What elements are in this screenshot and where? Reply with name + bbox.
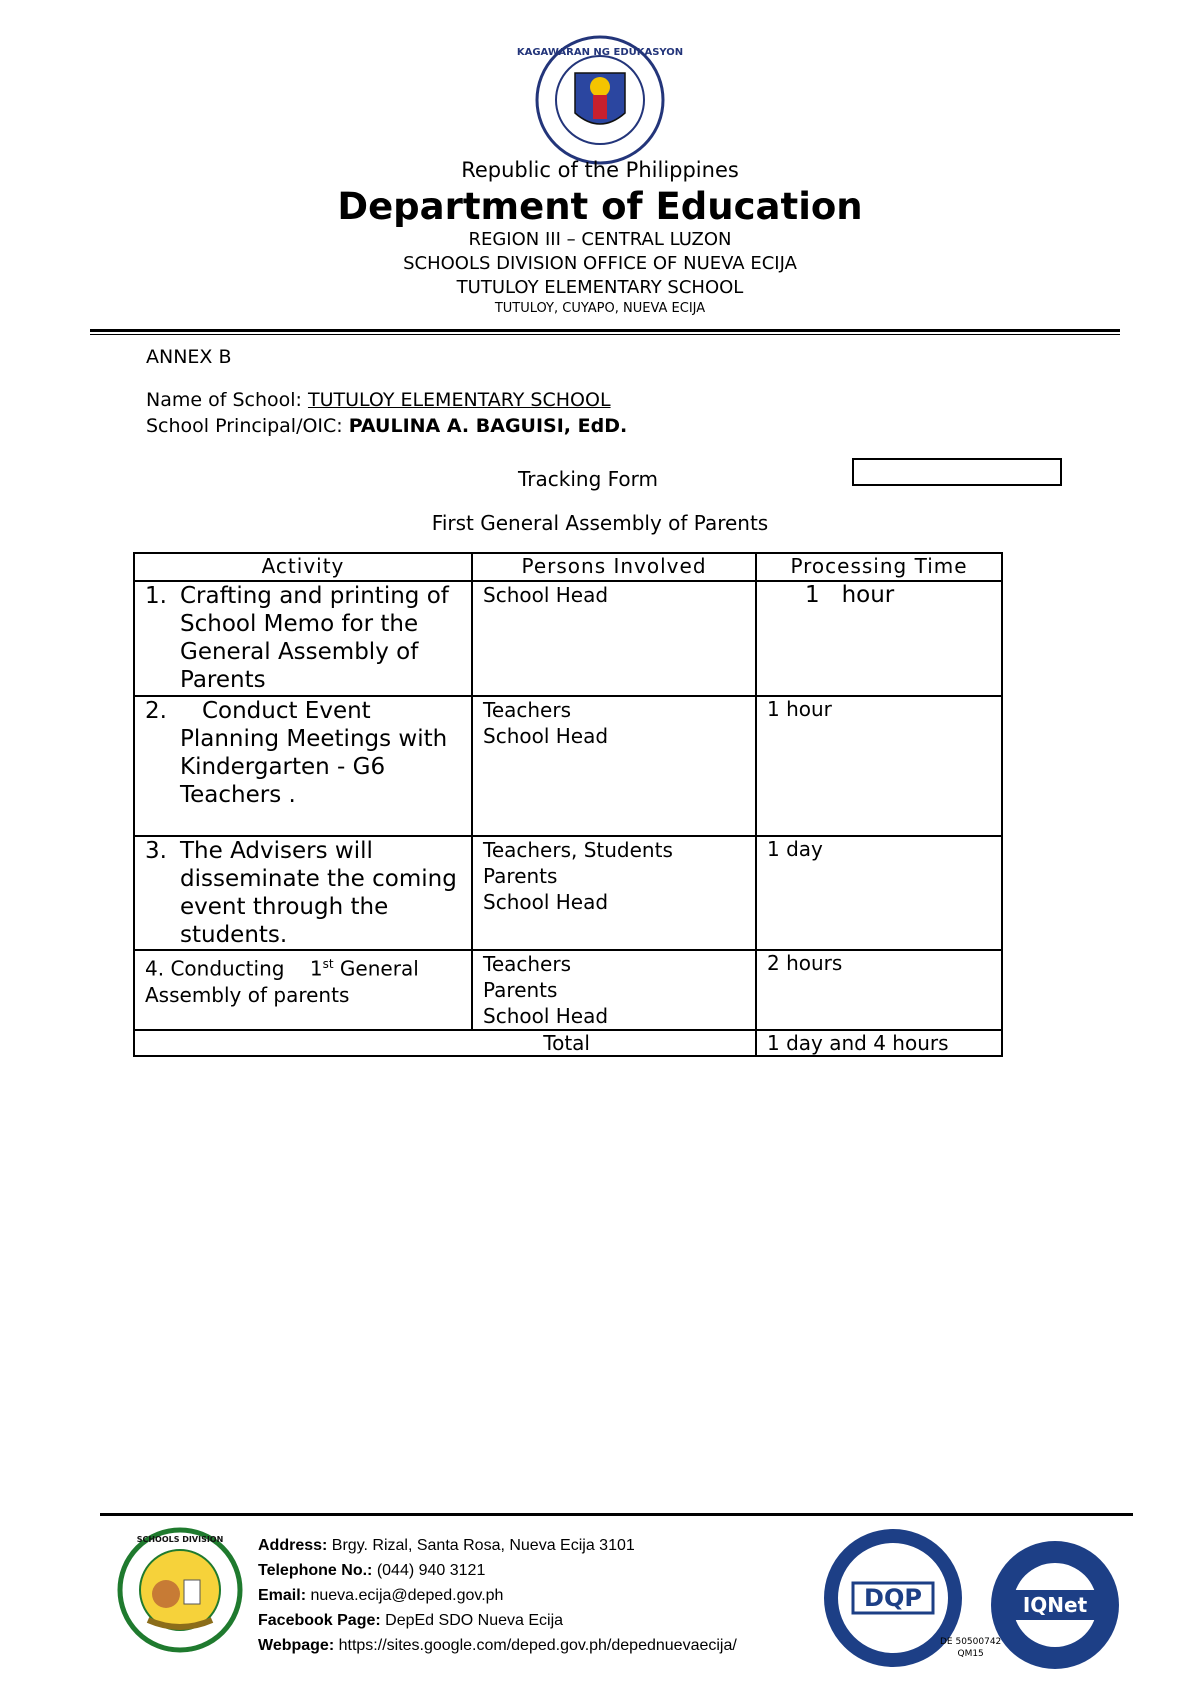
table-row: [134, 696, 1002, 836]
principal-value: PAULINA A. BAGUISI, EdD.: [348, 415, 628, 437]
region-name: REGION III – CENTRAL LUZON: [468, 229, 732, 250]
footer-phone: [258, 1558, 737, 1583]
activity-number: 2.: [145, 698, 167, 724]
deped-seal-logo: [516, 35, 684, 165]
annex-label: ANNEX B: [146, 346, 232, 368]
activity-text: Conduct Event Planning Meetings with Kindergarten - G6 Teachers .: [180, 698, 455, 808]
total-value: 1 day and 4 hours: [756, 1030, 1002, 1056]
principal-line: [146, 415, 627, 437]
certificate-code: [940, 1636, 1001, 1660]
time-cell: 1 hour: [756, 696, 1002, 836]
activity-cell: [134, 581, 472, 696]
person-item: School Head: [483, 724, 609, 748]
header-persons: Persons Involved: [472, 553, 756, 581]
total-label: Total: [134, 1030, 756, 1056]
footer-webpage-link[interactable]: https://sites.google.com/deped.gov.ph/depednuevaecija/: [338, 1637, 737, 1654]
svg-text:DQP: DQP: [864, 1584, 922, 1612]
activity-text-rest: General Assembly of parents: [145, 956, 419, 1007]
tracking-number-box: [852, 458, 1062, 486]
school-name-value: TUTULOY ELEMENTARY SCHOOL: [307, 389, 611, 411]
country-name: Republic of the Philippines: [461, 158, 739, 182]
school-name-line: [146, 389, 611, 411]
footer-contact: [258, 1533, 737, 1658]
activity-text: The Advisers will disseminate the coming event through the students.: [180, 838, 457, 948]
svg-text:SCHOOLS DIVISION: SCHOOLS DIVISION: [136, 1535, 224, 1544]
footer-phone-value: (044) 940 3121: [376, 1562, 486, 1579]
persons-cell: [472, 836, 756, 950]
tracking-table: [133, 552, 1003, 1057]
certificate-code-line2: QM15: [957, 1649, 984, 1659]
footer-facebook-value[interactable]: DepEd SDO Nueva Ecija: [385, 1612, 564, 1629]
footer-address-value: Brgy. Rizal, Santa Rosa, Nueva Ecija 3101: [331, 1537, 635, 1554]
footer-webpage: [258, 1633, 737, 1658]
time-cell: 2 hours: [756, 950, 1002, 1030]
footer-address: [258, 1533, 737, 1558]
persons-cell: [472, 581, 756, 696]
person-item: Parents: [483, 864, 558, 888]
person-item: School Head: [483, 583, 609, 607]
header-divider-thin: [90, 334, 1120, 335]
table-header-row: [134, 553, 1002, 581]
footer-phone-label: Telephone No.:: [258, 1562, 377, 1579]
svg-text:IQNet: IQNet: [1022, 1593, 1088, 1617]
footer-facebook-label: Facebook Page:: [258, 1612, 386, 1629]
footer-divider: [100, 1513, 1133, 1516]
time-cell: 1 hour: [756, 581, 1002, 696]
school-name-header: TUTULOY ELEMENTARY SCHOOL: [456, 277, 744, 298]
iqnet-certified-logo: [988, 1538, 1123, 1673]
footer-facebook: [258, 1608, 737, 1633]
principal-label: School Principal/OIC:: [146, 415, 349, 437]
footer-webpage-label: Webpage:: [258, 1637, 339, 1654]
sdo-nueva-ecija-logo: [118, 1528, 243, 1653]
activity-superscript: st: [322, 957, 334, 971]
activity-cell: [134, 696, 472, 836]
event-title: First General Assembly of Parents: [431, 511, 769, 535]
header-processing-time: Processing Time: [756, 553, 1002, 581]
table-total-row: [134, 1030, 1002, 1056]
division-name: SCHOOLS DIVISION OFFICE OF NUEVA ECIJA: [403, 253, 797, 274]
activity-text: Crafting and printing of School Memo for the General Assembly of Parents: [180, 583, 449, 693]
persons-cell: [472, 950, 756, 1030]
time-cell: 1 day: [756, 836, 1002, 950]
table-row: [134, 836, 1002, 950]
department-name: Department of Education: [337, 185, 863, 228]
person-item: School Head: [483, 890, 609, 914]
svg-text:KAGAWARAN NG EDUKASYON: KAGAWARAN NG EDUKASYON: [516, 47, 684, 58]
activity-text: 4. Conducting 1: [145, 956, 323, 981]
activity-number: 1.: [145, 583, 167, 609]
footer-address-label: Address:: [258, 1537, 332, 1554]
person-item: Teachers: [483, 952, 571, 976]
school-name-label: Name of School:: [146, 389, 308, 411]
header-divider: [90, 329, 1120, 332]
activity-cell: [134, 950, 472, 1030]
person-item: Teachers: [483, 698, 571, 722]
person-item: Parents: [483, 978, 558, 1002]
person-item: Teachers, Students: [483, 838, 673, 862]
activity-number: 3.: [145, 838, 167, 864]
school-address-header: TUTULOY, CUYAPO, NUEVA ECIJA: [494, 301, 706, 316]
form-title: Tracking Form: [518, 467, 658, 491]
table-row: [134, 950, 1002, 1030]
persons-cell: [472, 696, 756, 836]
person-item: School Head: [483, 1004, 609, 1028]
footer-email-link[interactable]: nueva.ecija@deped.gov.ph: [310, 1587, 504, 1604]
footer-email: [258, 1583, 737, 1608]
activity-cell: [134, 836, 472, 950]
footer-email-label: Email:: [258, 1587, 311, 1604]
certificate-code-line1: DE 50500742: [940, 1637, 1002, 1647]
table-row: [134, 581, 1002, 696]
header-activity: Activity: [134, 553, 472, 581]
